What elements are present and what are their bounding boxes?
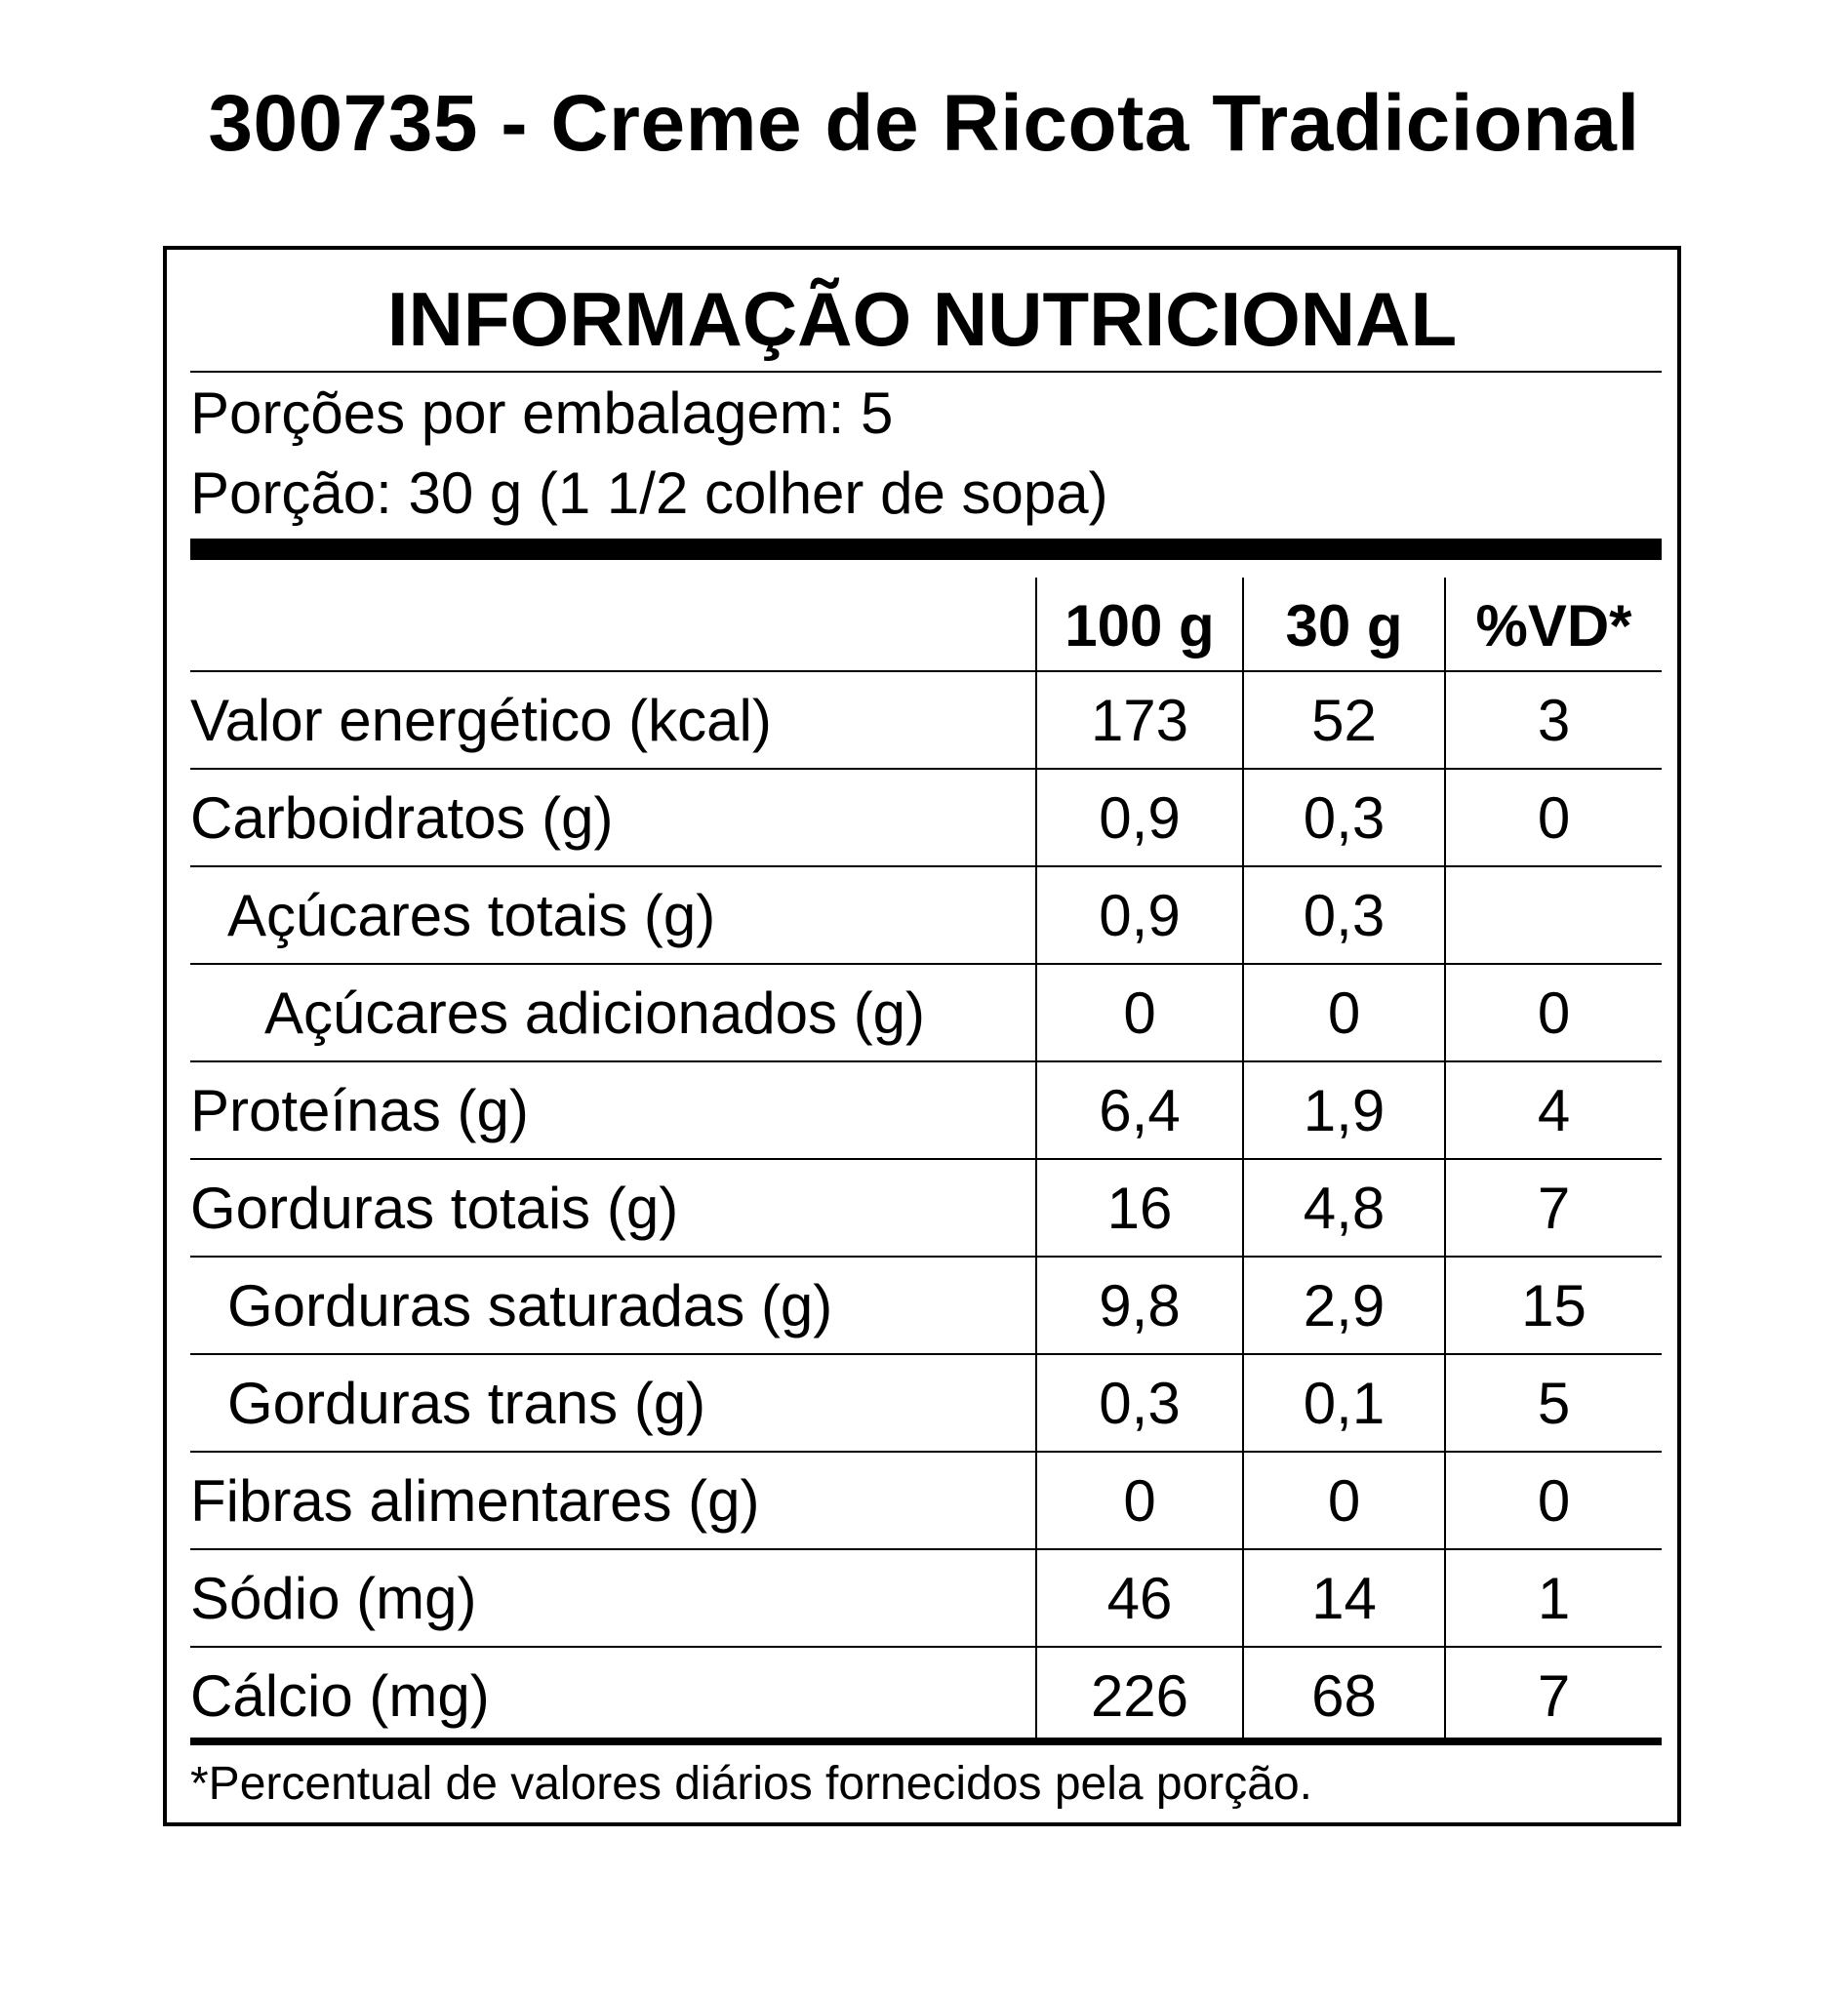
value-per-100g: 0 (1123, 1468, 1156, 1534)
value-per-100g: 0,9 (1099, 883, 1181, 948)
value-per-100g: 0 (1123, 980, 1156, 1046)
value-per-serving: 52 (1311, 688, 1377, 753)
value-per-serving: 0 (1327, 1468, 1361, 1534)
product-title: 300735 - Creme de Ricota Tradicional (208, 79, 1640, 168)
value-daily-percent: 4 (1537, 1078, 1571, 1143)
nutrient-name: Fibras alimentares (g) (190, 1468, 760, 1534)
column-header-serving: 30 g (1285, 593, 1403, 659)
value-per-serving: 1,9 (1303, 1078, 1386, 1143)
nutrient-name: Gorduras totais (g) (190, 1176, 679, 1241)
value-per-serving: 0,3 (1303, 883, 1386, 948)
table-row (167, 1160, 1677, 1258)
nutrient-name: Açúcares adicionados (g) (264, 980, 926, 1046)
value-daily-percent: 1 (1537, 1566, 1571, 1631)
value-daily-percent: 7 (1537, 1663, 1571, 1729)
table-row (167, 1062, 1677, 1160)
value-per-100g: 9,8 (1099, 1273, 1181, 1339)
value-daily-percent: 0 (1537, 980, 1571, 1046)
nutrient-name: Valor energético (kcal) (190, 688, 772, 753)
value-per-100g: 16 (1106, 1176, 1173, 1241)
nutrient-name: Gorduras saturadas (g) (227, 1273, 833, 1339)
value-per-serving: 0 (1327, 980, 1361, 1046)
bottom-divider (190, 1738, 1662, 1745)
nutrient-name: Açúcares totais (g) (227, 883, 716, 948)
heading-divider (190, 371, 1662, 373)
value-per-serving: 2,9 (1303, 1273, 1386, 1339)
value-per-100g: 0,9 (1099, 785, 1181, 851)
table-row (167, 965, 1677, 1062)
value-per-serving: 4,8 (1303, 1176, 1386, 1241)
table-row (167, 770, 1677, 867)
value-per-100g: 6,4 (1099, 1078, 1181, 1143)
column-header-100g: 100 g (1065, 593, 1215, 659)
nutrition-facts-label (163, 246, 1681, 1826)
nutrient-name: Gorduras trans (g) (227, 1371, 706, 1436)
value-per-serving: 0,3 (1303, 785, 1386, 851)
value-per-100g: 46 (1106, 1566, 1173, 1631)
value-per-100g: 173 (1090, 688, 1189, 753)
nutrient-name: Cálcio (mg) (190, 1663, 490, 1729)
table-row (167, 1648, 1677, 1745)
nutrient-name: Proteínas (g) (190, 1078, 529, 1143)
value-per-serving: 14 (1311, 1566, 1377, 1631)
value-per-serving: 0,1 (1303, 1371, 1386, 1436)
value-daily-percent: 0 (1537, 785, 1571, 851)
serving-size: Porção: 30 g (1 1/2 colher de sopa) (190, 460, 1108, 526)
column-header-daily-value: %VD* (1475, 593, 1632, 659)
nutrient-name: Carboidratos (g) (190, 785, 614, 851)
servings-per-package: Porções por embalagem: 5 (190, 380, 894, 446)
table-row (167, 672, 1677, 770)
footnote: *Percentual de valores diários fornecidos pela porção. (190, 1758, 1313, 1810)
table-row (167, 1258, 1677, 1355)
table-row (167, 867, 1677, 965)
table-row (167, 1550, 1677, 1648)
value-daily-percent: 5 (1537, 1371, 1571, 1436)
label-heading: INFORMAÇÃO NUTRICIONAL (386, 276, 1458, 362)
nutrient-name: Sódio (mg) (190, 1566, 477, 1631)
value-daily-percent: 7 (1537, 1176, 1571, 1241)
value-per-serving: 68 (1311, 1663, 1377, 1729)
value-daily-percent: 15 (1521, 1273, 1587, 1339)
thick-divider (190, 539, 1662, 560)
value-per-100g: 0,3 (1099, 1371, 1181, 1436)
value-daily-percent: 0 (1537, 1468, 1571, 1534)
table-row (167, 1355, 1677, 1453)
value-per-100g: 226 (1090, 1663, 1189, 1729)
value-daily-percent: 3 (1537, 688, 1571, 753)
table-row (167, 1453, 1677, 1550)
value-daily-percent (1446, 867, 1662, 965)
